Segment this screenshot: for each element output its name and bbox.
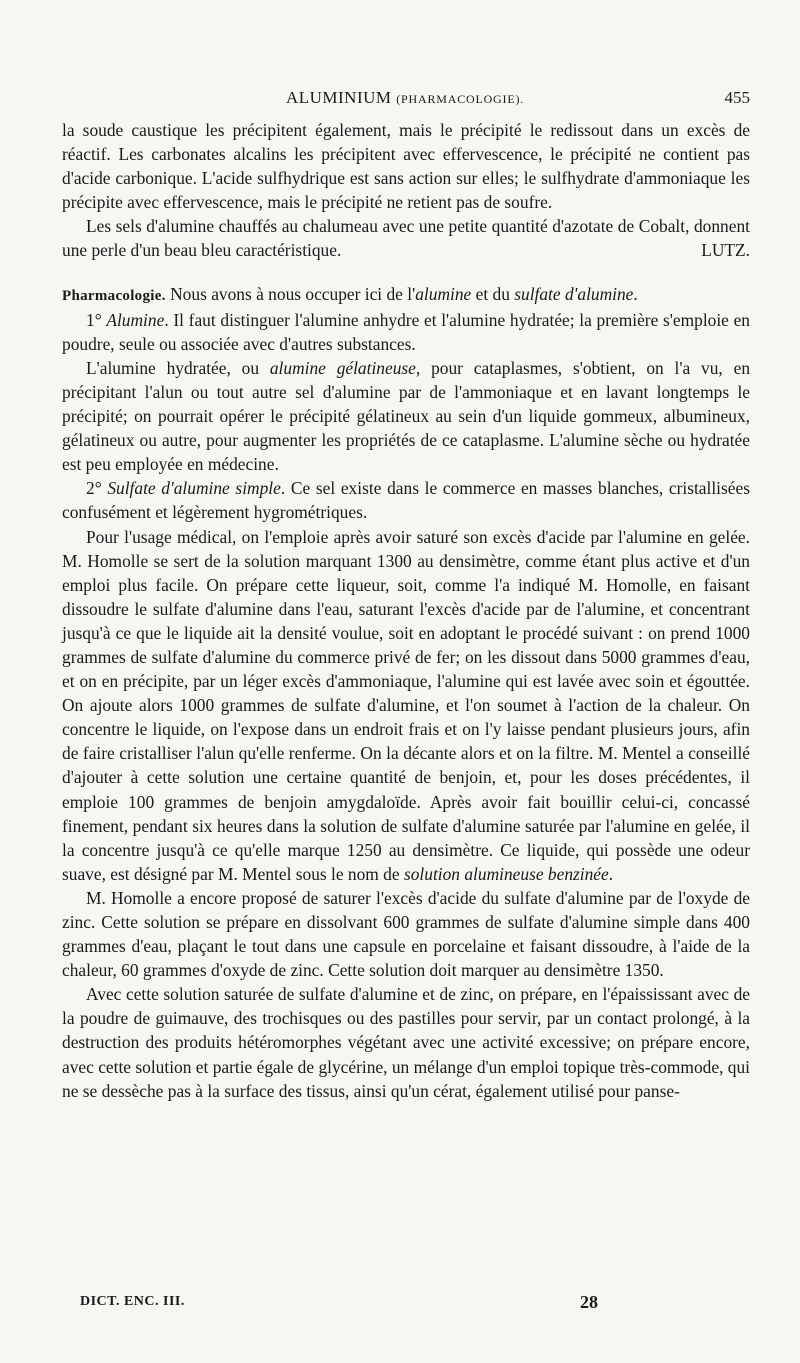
paragraph-continuation: la soude caustique les précipitent également, mais le précipité le redissout dans un excès de réactif. Les carbonates alcalins les précipitent avec effervescence, le précipité ne contient pas d'acide carbonique. L'acide sulfhydrique est sans action sur elles; le sulfhydrate d'ammoniaque les précipite avec effervescence, mais le précipité ne retient pas de soufre. — [62, 120, 750, 213]
page-number: 455 — [724, 88, 750, 107]
item-label-alumine: Alumine — [106, 309, 165, 330]
page-footer — [80, 1294, 720, 1318]
pharm-text-a: Nous avons à nous occuper ici de l' — [170, 283, 416, 304]
pharm-text-c: . — [633, 283, 638, 304]
footer-volume: DICT. ENC. III. — [80, 1294, 185, 1309]
header-section: (PHARMACOLOGIE). — [396, 92, 525, 106]
item-number-1: 1° — [86, 309, 107, 330]
paragraph-usage-medical — [62, 525, 750, 886]
section-heading: Pharmacologie. — [62, 287, 166, 304]
pharm-term-alumine: alumine — [415, 283, 472, 304]
term-alumine-gelatineuse: alumine gélatineuse — [269, 357, 416, 378]
running-head-title — [60, 88, 750, 108]
paragraph-chalumeau-text: Les sels d'alumine chauffés au chalumeau avec une petite quantité d'azotate de Cobalt, donnent une perle d'un beau bleu caractéristique. — [62, 216, 750, 261]
body-text — [62, 118, 750, 1103]
footer-signature: 28 — [580, 1292, 598, 1312]
item-label-sulfate: Sulfate d'alumine simple — [107, 478, 281, 499]
paragraph-sulfate — [62, 476, 750, 524]
item-number-2: 2° — [86, 478, 108, 499]
author-signature: LUTZ. — [701, 240, 750, 261]
usage-medical-text: Pour l'usage médical, on l'emploie après avoir saturé son excès d'acide par l'alumine en gelée. M. Homolle se sert de la solution marquant 1300 au densimètre, comme étant plus active et d'un emploi plus facile. On prépare cette liqueur, soit, comme l'a indiqué M. Homolle, en faisant dissoudre le sulfate d'alumine dans l'eau, saturant l'excès d'acide par de l'alumine, et concentrant jusqu'à ce que le liquide ait la densité voulue, soit en adoptant le procédé suivant : on prend 1000 grammes de sulfate d'alumine du commerce privé de fer; on les dissout dans 5000 grammes d'eau, et on en précipite, par un léger excès d'ammoniaque, l'alumine qui est lavée avec soin et égouttée. On ajoute alors 1000 grammes de sulfate d'alumine, et l'on soumet à l'action de la chaleur. On concentre le liquide, on l'expose dans un endroit frais et on l'y laisse pendant plusieurs jours, afin de faire cristalliser l'alun qu'elle renferme. On la décante alors et on la filtre. M. Mentel a conseillé d'ajouter à cette solution une certaine quantité de benjoin, et, pour les doses précédentes, il emploie 100 grammes de benjoin amygdaloïde. Après avoir fait bouillir celui-ci, concassé finement, pendant six heures dans la solution de sulfate d'alumine saturée par l'alumine en gelée, il la concentre jusqu'à ce qu'elle marque 1250 au densimètre. Ce liquide, qui possède une odeur suave, est désigné par M. Mentel sous le nom de — [62, 526, 750, 884]
paragraph-alumine — [62, 308, 750, 356]
usage-medical-end: . — [608, 863, 614, 884]
paragraph-oxyde-zinc: M. Homolle a encore proposé de saturer l'excès d'acide du sulfate d'alumine par de l'oxyde de zinc. Cette solution se prépare en dissolvant 600 grammes de sulfate d'alumine simple dans 400 grammes d'eau, plaçant le tout dans une capsule en porcelaine et faisant dissoudre, à l'aide de la chaleur, 60 grammes d'oxyde de zinc. Cette solution doit marquer au densimètre 1350. — [62, 887, 750, 981]
pharm-term-sulfate: sulfate d'alumine — [514, 283, 634, 304]
running-header — [60, 88, 750, 114]
sulfate-text: . Ce sel existe dans le commerce en masses blanches, cristallisées confusément et légèrement hygrométriques. — [62, 478, 750, 523]
paragraph-trochisques: Avec cette solution saturée de sulfate d'alumine et de zinc, on prépare, en l'épaississant avec de la poudre de guimauve, des trochisques ou des pastilles pour servir, par un contact prolongé, à la destruction des produits hétéromorphes végétant avec une activité excessive; on prépare encore, avec cette solution et partie égale de glycérine, un mélange d'un emploi topique très-commode, qui ne se dessèche pas à la surface des tissus, ainsi qu'un cérat, également utilisé pour panse- — [62, 984, 750, 1101]
alumine-text: . Il faut distinguer l'alumine anhydre et l'alumine hydratée; la première s'emploie en poudre, seule ou associée avec d'autres substances. — [62, 309, 751, 354]
hydratee-text-b: , pour cataplasmes, s'obtient, on l'a vu, en précipitant l'alun ou tout autre sel d'alumine par de l'ammoniaque et en lavant longtemps le précipité; on pourrait opérer le précipité gélatineux au sein d'un liquide gommeux, albumineux, gélatineux ou autre, pour augmenter les propriétés de ce cataplasme. L'alumine sèche ou hydratée est peu employée en médecine. — [62, 357, 751, 475]
paragraph-pharmacologie — [62, 282, 750, 308]
term-solution-benzinee: solution alumineuse benzinée — [403, 863, 609, 884]
paragraph-chalumeau — [62, 214, 750, 262]
hydratee-text-a: L'alumine hydratée, ou — [86, 357, 270, 378]
pharm-text-b: et du — [471, 283, 515, 304]
header-title: ALUMINIUM — [285, 88, 392, 107]
paragraph-alumine-hydratee — [62, 356, 750, 476]
